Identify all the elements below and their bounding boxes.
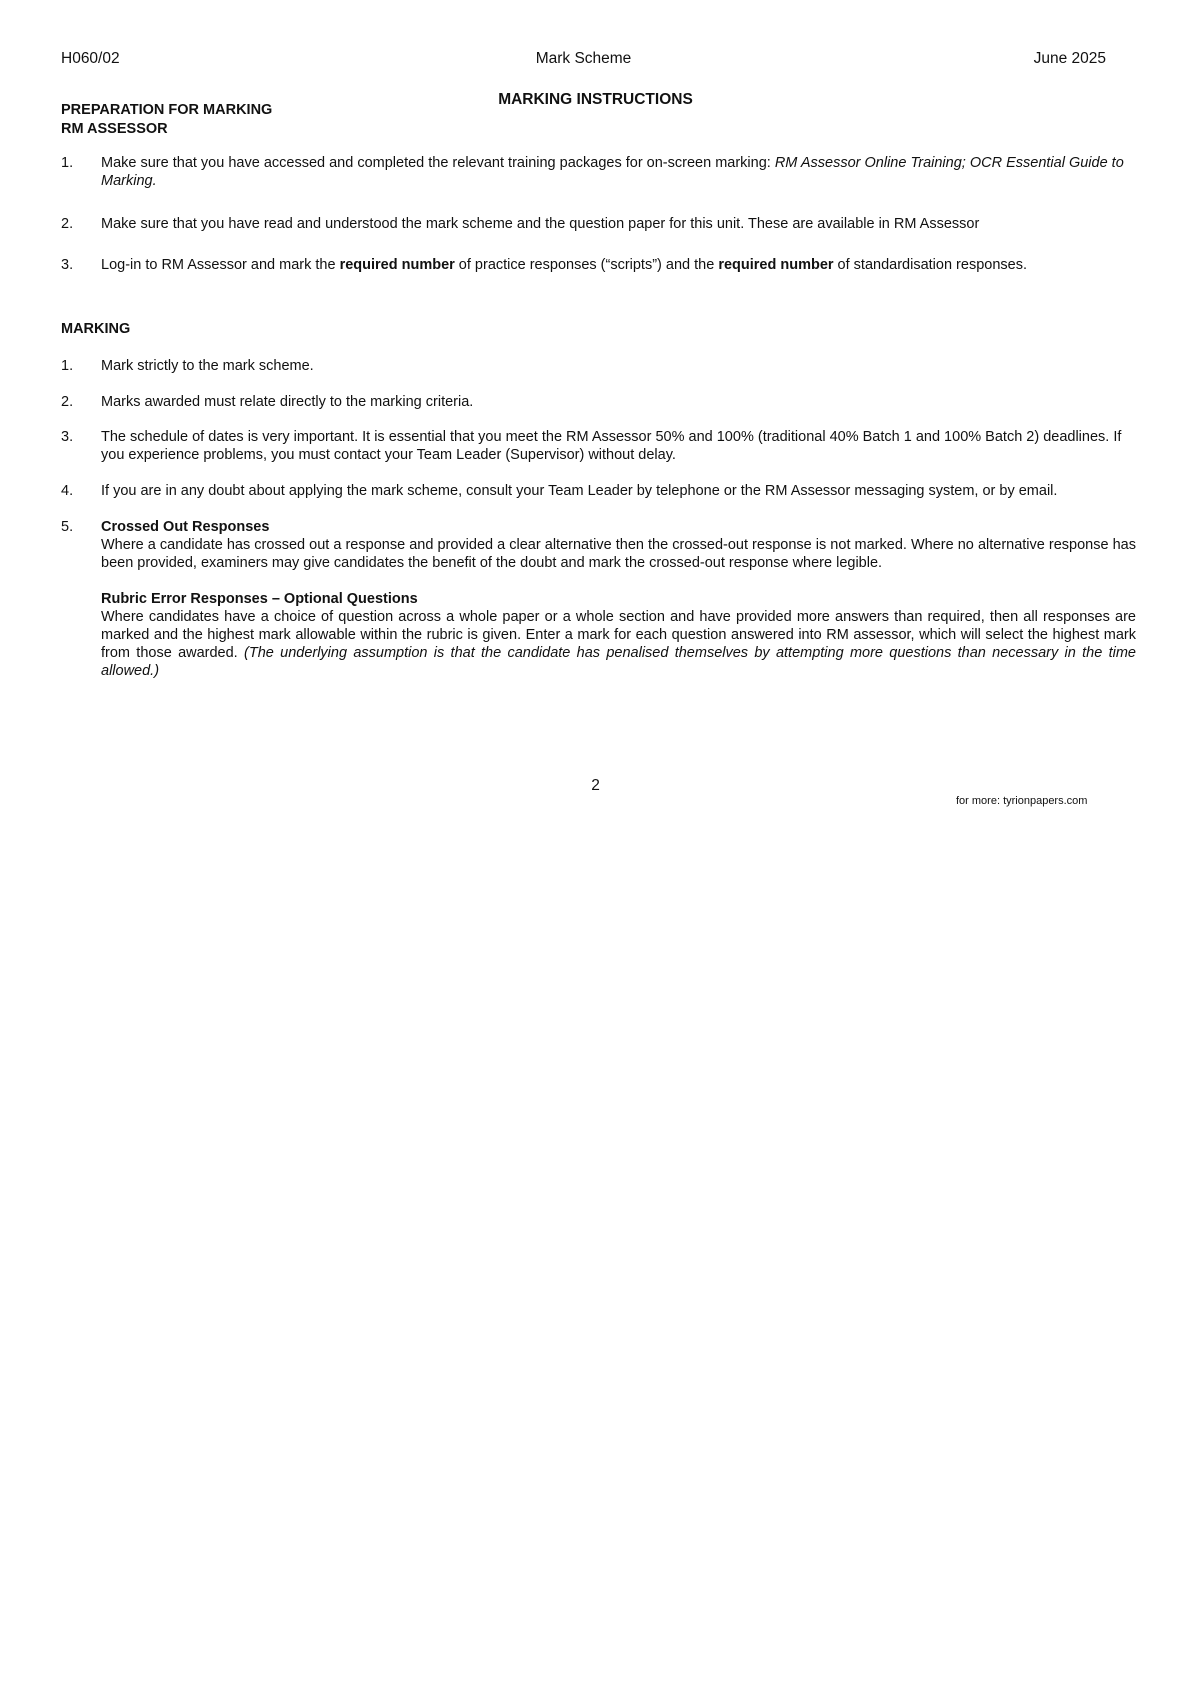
marking-item-4 xyxy=(61,482,1136,500)
item-text: of practice responses (“scripts”) and the xyxy=(454,257,719,273)
marking-item-5 xyxy=(61,518,1136,680)
item-text: Log-in to RM Assessor and mark the xyxy=(101,257,340,273)
preparation-item-3 xyxy=(61,256,1136,274)
item-number: 1. xyxy=(61,358,74,374)
preparation-heading-line2: RM ASSESSOR xyxy=(61,121,168,137)
page-number: 2 xyxy=(591,777,600,794)
item-text-bold: required number xyxy=(718,257,834,273)
preparation-item-1 xyxy=(61,154,1136,190)
item-text: The schedule of dates is very important. It is essential that you meet the RM Assessor 50% and 100% (traditional 40% Batch 1 and 100% Batch 2) deadlines. If you experience problems, you must contact your Team Leader (Supervisor) without delay. xyxy=(101,429,1122,463)
item-number: 1. xyxy=(61,155,74,171)
item-text: Make sure that you have read and understood the mark scheme and the question paper for this unit. These are available in RM Assessor xyxy=(101,216,980,232)
item-text: Make sure that you have accessed and completed the relevant training packages for on-screen marking: xyxy=(101,155,775,171)
exam-date: June 2025 xyxy=(1033,50,1106,67)
item-number: 2. xyxy=(61,394,74,410)
rubric-error-text: Where candidates have a choice of question across a whole paper or a whole section and have provided more answers than required, then all responses are marked and the highest mark allowable within the rubric is given. Enter a mark for each question answered into RM assessor, which will select the highest mark from those awarded. xyxy=(101,609,1136,661)
item-number: 2. xyxy=(61,216,74,232)
crossed-out-text: Where a candidate has crossed out a response and provided a clear alternative then the crossed-out response is not marked. Where no alternative response has been provided, examiners may give candidates the benefit of the doubt and mark the crossed-out response where legible. xyxy=(101,537,1136,571)
item-text-italic: RM Assessor Online Training; OCR Essential Guide to Marking. xyxy=(101,155,1124,189)
preparation-heading xyxy=(61,101,272,139)
item-number: 5. xyxy=(61,519,74,535)
item-text-bold: required number xyxy=(339,257,455,273)
footer-note: for more: tyrionpapers.com xyxy=(956,795,1088,807)
marking-item-2 xyxy=(61,393,1136,411)
preparation-item-2 xyxy=(61,215,1136,233)
main-heading: MARKING INSTRUCTIONS xyxy=(498,91,693,108)
page-header xyxy=(61,50,1106,72)
paper-code: H060/02 xyxy=(61,50,120,67)
marking-item-1 xyxy=(61,357,1136,375)
item-text: Marks awarded must relate directly to the marking criteria. xyxy=(101,394,474,410)
item-text: If you are in any doubt about applying the mark scheme, consult your Team Leader by telephone or the RM Assessor messaging system, or by email. xyxy=(101,483,1058,499)
document-title: Mark Scheme xyxy=(535,50,632,67)
rubric-error-italic: (The underlying assumption is that the candidate has penalised themselves by attempting more questions than necessary in the time allowed.) xyxy=(101,645,1136,679)
item-text: of standardisation responses. xyxy=(833,257,1027,273)
item-text: Mark strictly to the mark scheme. xyxy=(101,358,314,374)
marking-heading: MARKING xyxy=(61,321,131,337)
rubric-error-title: Rubric Error Responses – Optional Questions xyxy=(101,591,418,607)
item-number: 3. xyxy=(61,257,74,273)
marking-item-3 xyxy=(61,428,1136,464)
item-number: 3. xyxy=(61,429,74,445)
item-number: 4. xyxy=(61,483,74,499)
crossed-out-title: Crossed Out Responses xyxy=(101,519,270,535)
preparation-heading-line1: PREPARATION FOR MARKING xyxy=(61,102,273,118)
